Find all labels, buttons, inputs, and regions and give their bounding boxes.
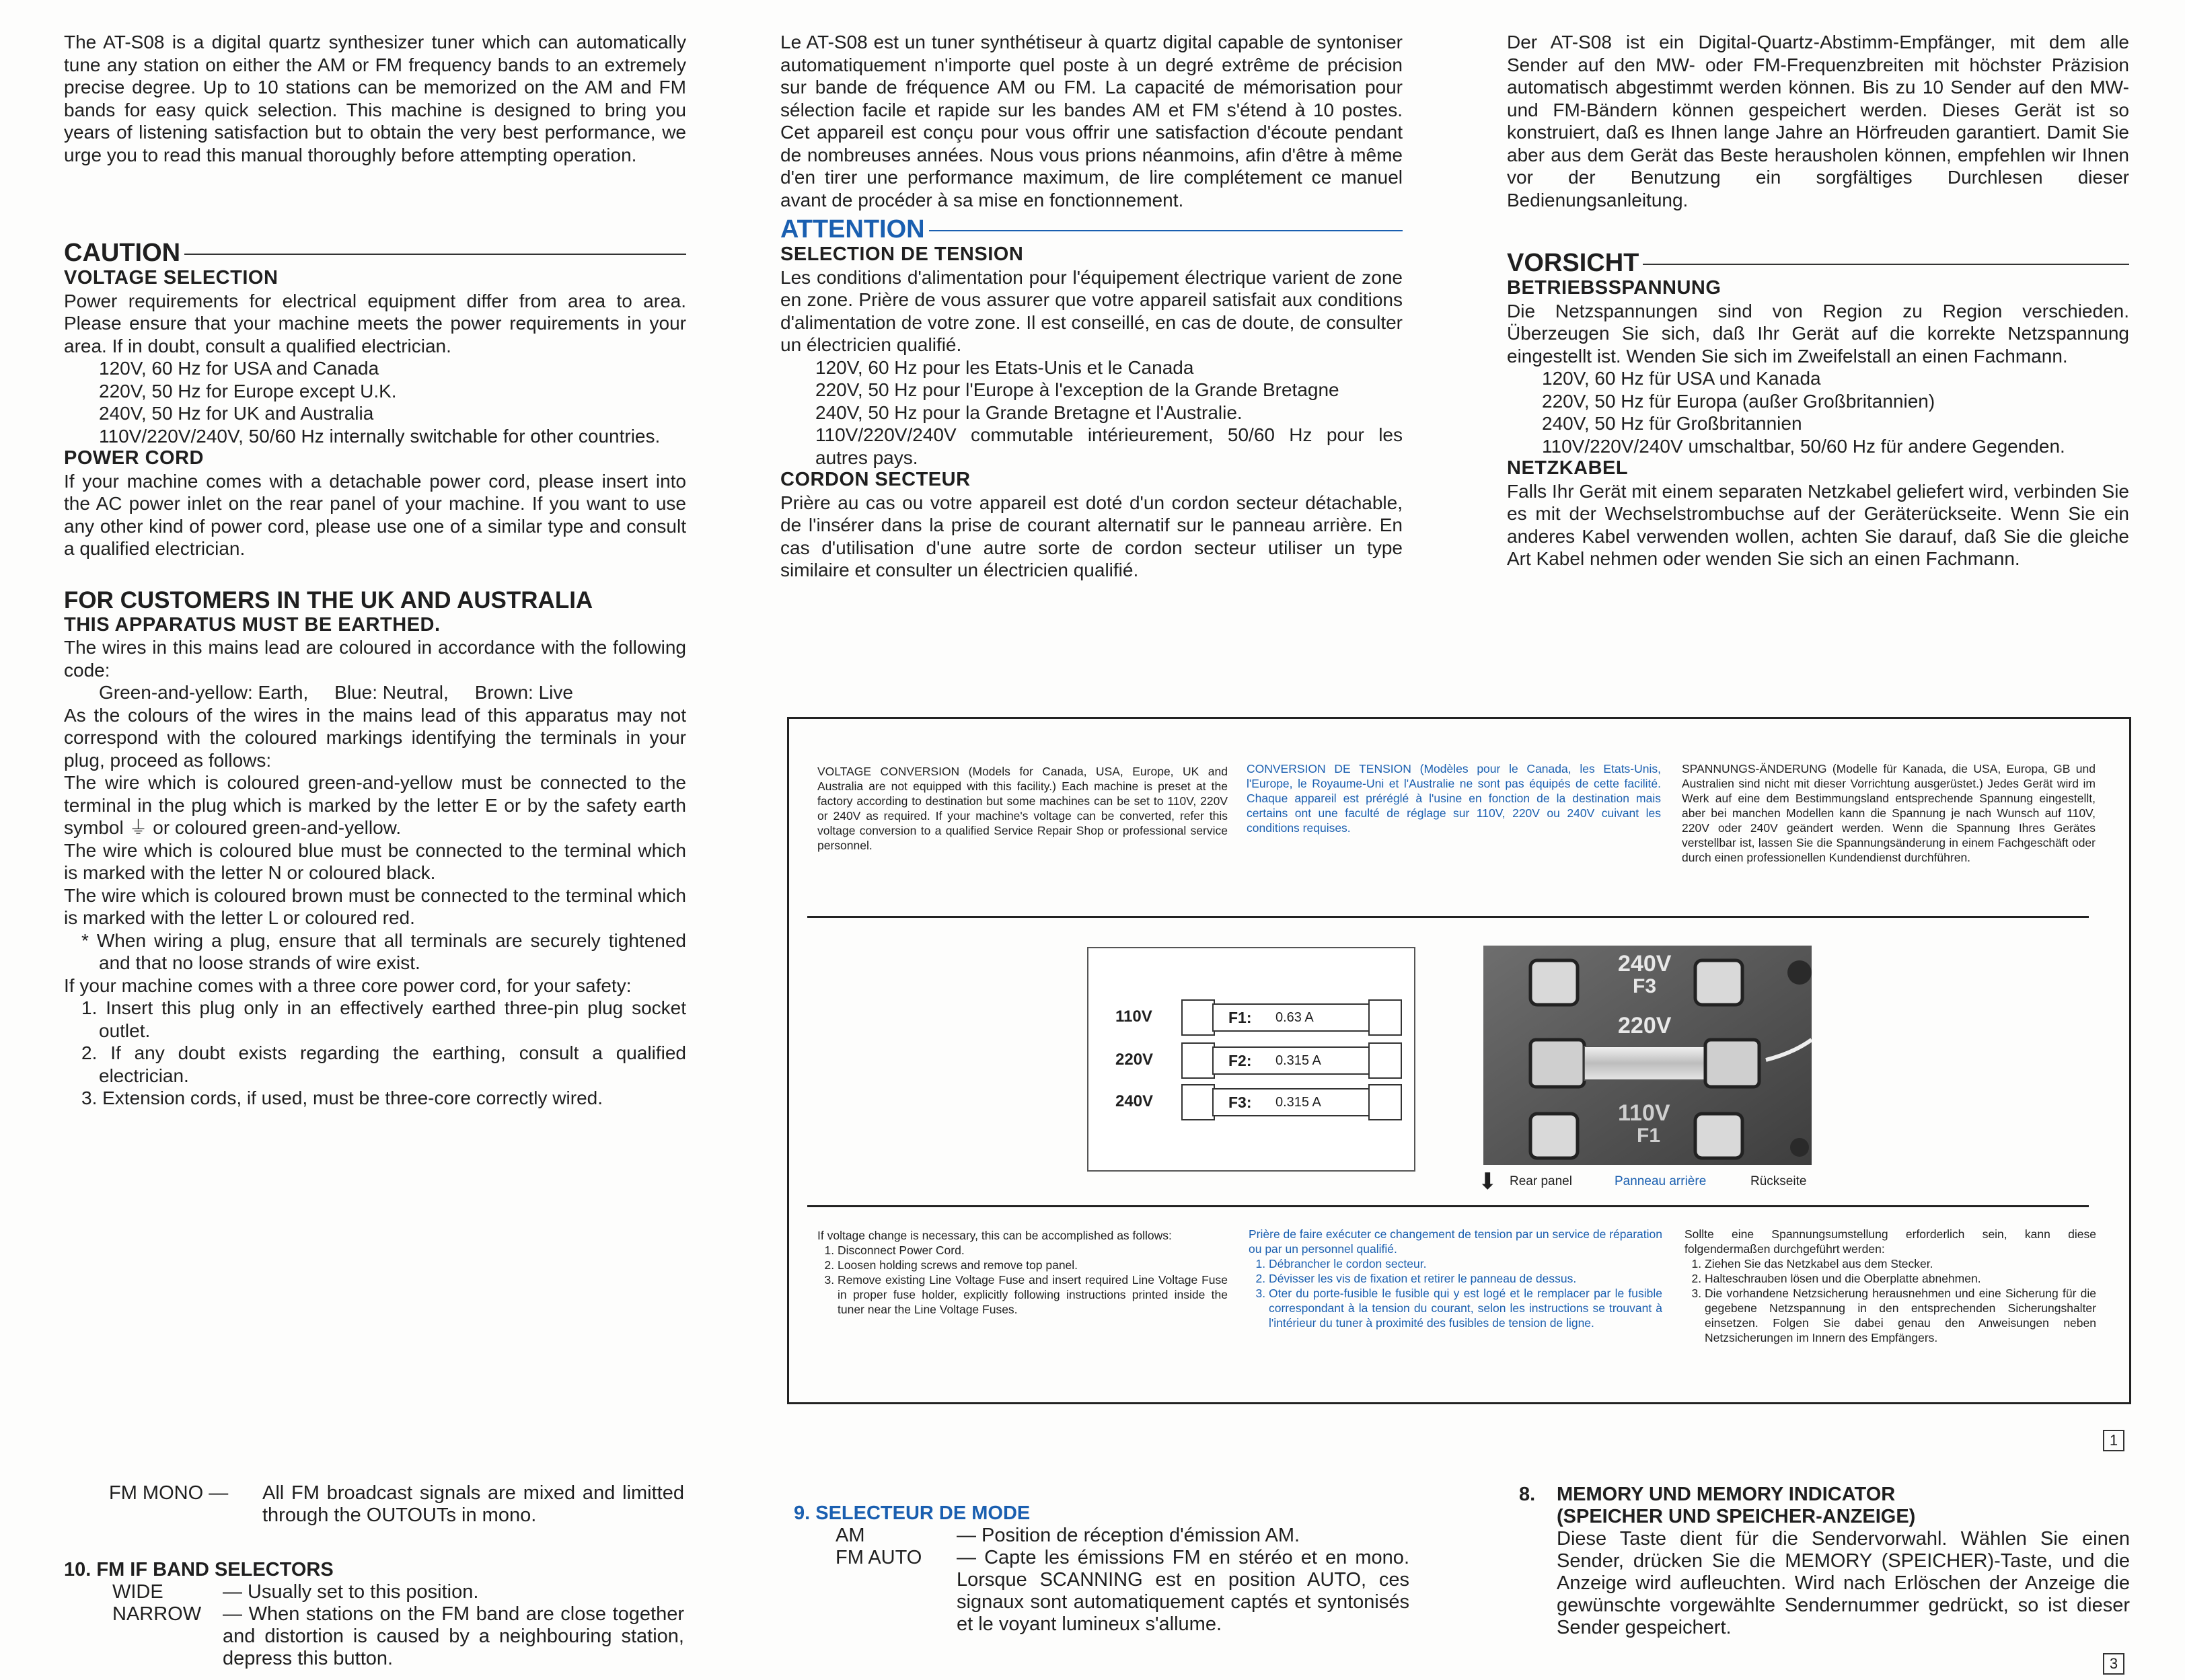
fuse-cap [1181, 999, 1215, 1036]
am-label: AM [836, 1525, 865, 1546]
procedure-en: If voltage change is necessary, this can be accomplished as follows: 1. Disconnect Power Cord. 2. Loosen holding screws and remove top panel. 3. Remove existing Line Voltage Fuse and insert required Line Voltage Fuse in proper fuse holder, explicitly following instructions printed inside the tuner near the Line Voltage Fuses. [817, 1228, 1228, 1317]
voltage-item: 220V, 50 Hz für Europa (außer Großbritannien) [1542, 390, 1935, 412]
fuse-cap [1368, 1084, 1402, 1120]
voltage-item: 240V, 50 Hz pour la Grande Bretagne et l'Australie. [815, 402, 1243, 423]
fm-mono-block [109, 1482, 684, 1527]
cord-text-de: Falls Ihr Gerät mit einem separaten Netzkabel geliefert wird, verbinden Sie es mit der Wechselstrombuchse auf der Geräterückseite. Wenn Sie ein anderes Kabel verwenden wollen, achten Sie darauf, daß Sie die gleiche Art Kabel nehmen oder wenden Sie sich an einen Fachmann. [1507, 480, 2129, 569]
step-item: 3. Extension cords, if used, must be three-core correctly wired. [81, 1087, 603, 1108]
blue-text: The wire which is coloured blue must be connected to the terminal which is marked with the letter N or coloured black. [64, 839, 686, 883]
fuse-body [1212, 1046, 1370, 1075]
cord-heading-de: NETZKABEL [1507, 457, 1629, 479]
mode-selector-heading: 9. SELECTEUR DE MODE [794, 1502, 1031, 1524]
fuse-cap [1368, 1042, 1402, 1079]
fuse-voltage: 240V [1115, 1092, 1154, 1110]
voltage-item: 120V, 60 Hz pour les Etats-Unis et le Canada [815, 356, 1194, 378]
fuse-cap [1368, 999, 1402, 1036]
fuse-value: 0.63 A [1275, 1010, 1314, 1025]
fuse-row [1088, 1042, 1414, 1079]
fm-mono-label: FM MONO — [109, 1482, 229, 1504]
fuse-voltage: 110V [1115, 1007, 1152, 1026]
caution-heading-en: CAUTION [64, 239, 686, 267]
memory-block [1519, 1484, 2130, 1639]
voltage-heading-fr: SELECTION DE TENSION [780, 243, 1024, 265]
attention-heading: ATTENTION [780, 215, 1403, 243]
earthed-heading: THIS APPARATUS MUST BE EARTHED. [64, 613, 441, 636]
photo-label: F3 [1633, 975, 1657, 997]
fuse-diagram [1087, 947, 1415, 1172]
memory-text: Diese Taste dient für die Sendervorwahl. Wählen Sie einen Sender, drücken Sie die MEMORY (SPEICHER)-Taste, und die Anzeige wird aufleuchten. Wird nach Erlöschen der Anzeige die gewünschte vorgewählte Sendernummer gedrückt, so ist dieser Sender gespeichert. [1557, 1528, 2130, 1638]
am-text: — Position de réception d'émission AM. [957, 1525, 1300, 1546]
german-column [1507, 31, 2129, 570]
page-number: 1 [2103, 1430, 2124, 1451]
green-text: The wire which is coloured green-and-yellow must be connected to the terminal in the plug which is marked by the letter E or by the safety earth symbol ⏚ or coloured green-and-yellow. [64, 772, 686, 838]
caption-de: Rückseite [1750, 1174, 1807, 1188]
fuse-value: 0.315 A [1275, 1095, 1321, 1110]
fuse-row [1088, 1084, 1414, 1120]
voltage-item: 220V, 50 Hz for Europe except U.K. [99, 380, 397, 402]
narrow-text: — When stations on the FM band are close together and distortion is caused by a neighbouring station, depress this button. [223, 1603, 684, 1669]
procedure-step: 2. Loosen holding screws and remove top panel. [838, 1258, 1228, 1272]
fm-if-heading: 10. FM IF BAND SELECTORS [64, 1559, 334, 1580]
caption-en: Rear panel [1510, 1174, 1572, 1188]
english-column [64, 31, 686, 1110]
photo-label: 220V [1618, 1013, 1672, 1038]
photo-label: 240V [1618, 951, 1672, 977]
wire-code: Green-and-yellow: Earth, Blue: Neutral, Brown: Live [99, 682, 573, 703]
fuse-value: 0.315 A [1275, 1053, 1321, 1068]
fm-auto-label: FM AUTO [836, 1547, 922, 1568]
memory-subheading: (SPEICHER UND SPEICHER-ANZEIGE) [1557, 1506, 1916, 1527]
voltage-item: 120V, 60 Hz für USA und Kanada [1542, 368, 1821, 389]
fuse-label: F3: [1228, 1094, 1252, 1111]
voltage-item: 240V, 50 Hz for UK and Australia [99, 403, 374, 424]
wide-text: — Usually set to this position. [223, 1581, 479, 1603]
conversion-fr: CONVERSION DE TENSION (Modèles pour le Canada, les Etats-Unis, l'Europe, le Royaume-Uni et l'Australie ne sont pas équipés de cette facilité. Chaque appareil est préréglé à l'usine en fonction de la destination mais certains ont une faculté de réglage sur 110V, 220V ou 240V cuivant les conditions requises. [1247, 762, 1661, 835]
conversion-en: VOLTAGE CONVERSION (Models for Canada, USA, Europe, UK and Australia are not equipped with this facility.) Each machine is preset at the factory according to destination but some machines can be set to 110V, 220V or 240V as required. If your machine's voltage can be converted, refer this voltage conversion to a qualified Service Repair Shop or professional service personnel. [817, 765, 1228, 852]
box-divider-bottom [807, 1205, 2089, 1207]
uk-heading: FOR CUSTOMERS IN THE UK AND AUSTRALIA [64, 586, 593, 613]
procedure-step: 2. Dévisser les vis de fixation et retirer le panneau de dessus. [1269, 1271, 1662, 1286]
voltage-text-fr: Les conditions d'alimentation pour l'équipement électrique varient de zone en zone. Prière de vous assurer que votre appareil satisfait aux conditions d'alimentation de votre zone. Il est conseillé, en cas de doute, de consulter un électricien qualifié. [780, 266, 1403, 355]
memory-heading: MEMORY UND MEMORY INDICATOR [1557, 1484, 1896, 1505]
voltage-heading-de: BETRIEBSSPANNUNG [1507, 277, 1721, 299]
fm-mono-text: All FM broadcast signals are mixed and limitted through the OUTOUTs in mono. [262, 1482, 684, 1526]
procedure-step: 1. Ziehen Sie das Netzkabel aus dem Stecker. [1705, 1256, 2096, 1271]
voltage-text-de: Die Netzspannungen sind von Region zu Region verschieden. Überzeugen Sie sich, daß Ihr Gerät auf die korrekte Netzspannung eingestellt ist. Wenden Sie sich im Zweifelstall an einen Fachmann. [1507, 300, 2129, 367]
cord-heading-en: POWER CORD [64, 447, 204, 469]
arrow-down-icon: ⬇ [1478, 1169, 1497, 1194]
fuse-body [1212, 1088, 1370, 1116]
wires-text: The wires in this mains lead are coloured in accordance with the following code: [64, 637, 686, 681]
fuse-body [1212, 1003, 1370, 1032]
step-item: 2. If any doubt exists regarding the earthing, consult a qualified electrician. [81, 1042, 686, 1086]
memory-number: 8. [1519, 1484, 1536, 1505]
fuse-cap [1181, 1084, 1215, 1120]
procedure-step: 3. Die vorhandene Netzsicherung herausnehmen und eine Sicherung für die gegebene Netzspannung in den entsprechenden Sicherungshalter einsetzen. Folgen Sie dabei genau den Anweisungen neben Netzsicherungen im Innern des Empfängers. [1705, 1286, 2096, 1345]
conversion-de: SPANNUNGS-ÄNDERUNG (Modelle für Kanada, die USA, Europa, GB und Australien sind nicht mit dieser Vorrichtung ausgerüstet.) Jedes Gerät wird im Werk auf eine dem Bestimmungsland entsprechende Spannung eingestellt, aber bei manchen Modellen kann die Spannung je nach Wunsch auf 110V, 220V oder 240V geändert werden. Wenn die Spannung Ihres Gerätes verstellbar ist, lassen Sie die Spannungsänderung in einem Fachgeschäft oder durch einen professionellen Kundendienst durchführen. [1682, 762, 2096, 864]
voltage-heading-en: VOLTAGE SELECTION [64, 267, 279, 289]
caption-fr: Panneau arrière [1615, 1174, 1707, 1188]
step-item: 1. Insert this plug only in an effectively earthed three-pin plug socket outlet. [81, 997, 686, 1041]
cord-text-fr: Prière au cas ou votre appareil est doté d'un cordon secteur détachable, de l'insérer dans la prise de courant alternatif sur le panneau arrière. En cas d'utilisation d'une autre sorte de cordon secteur utiliser un type similaire et consulter un électricien qualifié. [780, 492, 1403, 580]
photo-label: 110V [1618, 1100, 1670, 1126]
mode-selector-block [794, 1502, 1409, 1636]
intro-fr: Le AT-S08 est un tuner synthétiseur à quartz digital capable de syntoniser automatiquement n'importe quel poste à un degré extrême de précision sur bande de fréquence AM ou FM. La capacité de mémorisation pour sélection facile et rapide sur les bandes AM et FM s'étend à 10 postes. Cet appareil est conçu pour vous offrir une satisfaction d'écoute pendant de nombreuses années. Nous vous prions néanmoins, afin d'être à même d'en tirer une performance maximum, de lire complétement ce manuel avant de procéder à sa mise en fonctionnement. [780, 32, 1403, 211]
photo-label: F1 [1637, 1124, 1661, 1147]
procedure-step: 3. Remove existing Line Voltage Fuse and insert required Line Voltage Fuse in proper fuse holder, explicitly following instructions printed inside the tuner near the Line Voltage Fuses. [838, 1272, 1228, 1317]
wide-label: WIDE [112, 1581, 163, 1603]
three-core-text: If your machine comes with a three core power cord, for your safety: [64, 975, 632, 996]
procedure-step: 1. Disconnect Power Cord. [838, 1243, 1228, 1258]
fm-auto-text: — Capte les émissions FM en stéréo et en mono. Lorsque SCANNING est en position AUTO, ces signaux sont automatiquement captés et syntonisés et le voyant lumineux s'allume. [957, 1547, 1409, 1635]
fuse-cap [1181, 1042, 1215, 1079]
voltage-item: 120V, 60 Hz for USA and Canada [99, 358, 379, 379]
voltage-item: 110V/220V/240V umschaltbar, 50/60 Hz für andere Gegenden. [1542, 435, 2065, 457]
voltage-text-en: Power requirements for electrical equipment differ from area to area. Please ensure that your machine meets the power requirements in your area. If in doubt, consult a qualified electrician. [64, 290, 686, 356]
procedure-fr: Prière de faire exécuter ce changement de tension par un service de réparation ou par un personnel qualifié. 1. Débrancher le cordon secteur. 2. Dévisser les vis de fixation et retirer le panneau de dessus. 3. Oter du porte-fusible le fusible qui y est logé et le remplacer par le fusible correspondant à la tension du courant, selon les instructions se trouvant à l'intérieur du tuner à proximité des fusibles de tension de ligne. [1249, 1227, 1662, 1330]
fuse-photo [1483, 946, 1812, 1165]
voltage-item: 110V/220V/240V commutable intérieurement, 50/60 Hz pour les autres pays. [815, 424, 1403, 468]
box-divider-top [807, 916, 2089, 918]
procedure-step: 1. Débrancher le cordon secteur. [1269, 1256, 1662, 1271]
french-column [780, 31, 1403, 582]
narrow-label: NARROW [112, 1603, 202, 1625]
fuse-voltage: 220V [1115, 1051, 1154, 1069]
brown-text: The wire which is coloured brown must be connected to the terminal which is marked with the letter L or coloured red. [64, 884, 686, 928]
voltage-item: 110V/220V/240V, 50/60 Hz internally switchable for other countries. [99, 425, 661, 447]
fm-if-block [64, 1559, 684, 1670]
fuse-label: F1: [1228, 1009, 1252, 1026]
procedure-step: 2. Halteschrauben lösen und die Oberplatte abnehmen. [1705, 1271, 2096, 1286]
intro-en: The AT-S08 is a digital quartz synthesizer tuner which can automatically tune any station on either the AM or FM frequency bands to an extremely precise degree. Up to 10 stations can be memorized on the AM and FM bands for easy quick selection. This machine is designed to bring you years of listening satisfaction but to obtain the very best performance, we urge you to read this manual thoroughly before attempting operation. [64, 32, 686, 165]
star-note: * When wiring a plug, ensure that all terminals are securely tightened and that no loose strands of wire exist. [81, 929, 686, 973]
caution-heading-de: VORSICHT [1507, 249, 2129, 277]
cord-heading-fr: CORDON SECTEUR [780, 469, 971, 490]
procedure-step: 3. Oter du porte-fusible le fusible qui y est logé et le remplacer par le fusible correspondant à la tension du courant, selon les instructions se trouvant à l'intérieur du tuner à proximité des fusibles de tension de ligne. [1269, 1286, 1662, 1330]
procedure-de: Sollte eine Spannungsumstellung erforderlich sein, kann diese folgendermaßen durchgeführt werden: 1. Ziehen Sie das Netzkabel aus dem Stecker. 2. Halteschrauben lösen und die Oberplatte abnehmen. 3. Die vorhandene Netzsicherung herausnehmen und eine Sicherung für die gegebene Netzspannung in den entsprechenden Sicherungshalter einsetzen. Folgen Sie dabei genau den Anweisungen neben Netzsicherungen im Innern des Empfängers. [1684, 1227, 2096, 1345]
cord-text-en: If your machine comes with a detachable power cord, please insert into the AC power inlet on the rear panel of your machine. If you want to use any other kind of power cord, please use one of a similar type and consult a qualified electrician. [64, 470, 686, 559]
colours-text: As the colours of the wires in the mains lead of this apparatus may not correspond with the coloured markings identifying the terminals in your plug, proceed as follows: [64, 704, 686, 771]
fuse-label: F2: [1228, 1052, 1252, 1069]
intro-de: Der AT-S08 ist ein Digital-Quartz-Abstimm-Empfänger, mit dem alle Sender auf den MW- oder FM-Frequenzbreiten mit höchster Präzision automatisch abgestimmt werden können. Bis zu 10 Sender auf den MW- und FM-Bändern können gespeichert werden. Dieses Gerät ist so konstruiert, daß es Ihnen lange Jahre an Hörfreuden garantiert. Damit Sie aber aus dem Gerät das Beste herausholen können, empfehlen wir Ihnen vor der Benutzung ein sorgfältiges Durchlesen dieser Bedienungsanleitung. [1507, 32, 2129, 211]
page-number: 3 [2103, 1653, 2124, 1675]
fuse-row [1088, 999, 1414, 1036]
voltage-item: 220V, 50 Hz pour l'Europe à l'exception de la Grande Bretagne [815, 379, 1339, 400]
voltage-item: 240V, 50 Hz für Großbritannien [1542, 413, 1802, 434]
